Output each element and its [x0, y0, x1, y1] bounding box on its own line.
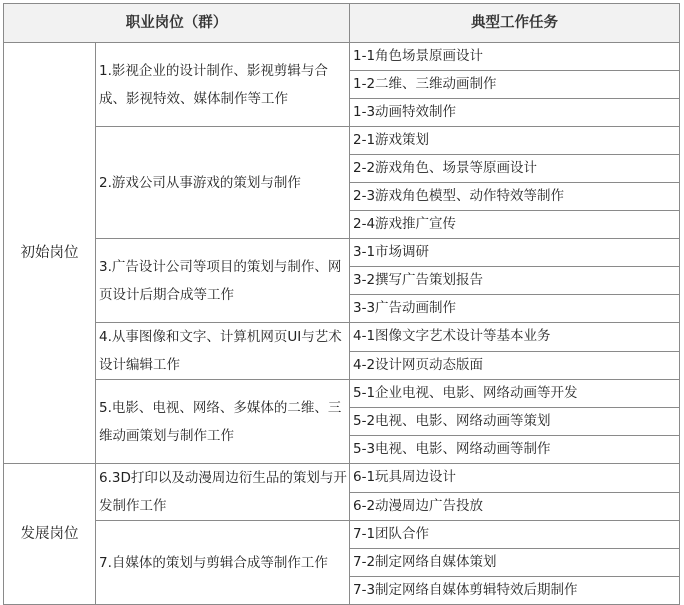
task-cell: 4-2设计网页动态版面: [350, 351, 680, 380]
task-cell: 2-2游戏角色、场景等原画设计: [350, 155, 680, 183]
task-cell: 1-1角色场景原画设计: [350, 43, 680, 71]
job-task-table: [3, 3, 680, 605]
table-row: [4, 464, 680, 493]
task-cell: 6-2动漫周边广告投放: [350, 492, 680, 521]
task-cell: 7-1团队合作: [350, 521, 680, 549]
table-row: [4, 323, 680, 352]
header-row: [4, 4, 680, 43]
task-cell: 3-3广告动画制作: [350, 295, 680, 323]
header-tasks: 典型工作任务: [350, 4, 680, 43]
table-row: [4, 43, 680, 71]
category-initial: 初始岗位: [4, 43, 96, 464]
task-cell: 2-1游戏策划: [350, 127, 680, 155]
task-cell: 4-1图像文字艺术设计等基本业务: [350, 323, 680, 352]
task-cell: 1-3动画特效制作: [350, 99, 680, 127]
task-cell: 5-1企业电视、电影、网络动画等开发: [350, 380, 680, 408]
task-cell: 7-3制定网络自媒体剪辑特效后期制作: [350, 577, 680, 605]
table-row: [4, 521, 680, 549]
position-cell: 5.电影、电视、网络、多媒体的二维、三维动画策划与制作工作: [96, 380, 350, 464]
position-cell: 4.从事图像和文字、计算机网页UI与艺术设计编辑工作: [96, 323, 350, 380]
table-row: [4, 127, 680, 155]
position-cell: 2.游戏公司从事游戏的策划与制作: [96, 127, 350, 239]
position-cell: 7.自媒体的策划与剪辑合成等制作工作: [96, 521, 350, 605]
task-cell: 3-1市场调研: [350, 239, 680, 267]
position-cell: 1.影视企业的设计制作、影视剪辑与合成、影视特效、媒体制作等工作: [96, 43, 350, 127]
position-cell: 6.3D打印以及动漫周边衍生品的策划与开发制作工作: [96, 464, 350, 521]
task-cell: 5-3电视、电影、网络动画等制作: [350, 436, 680, 464]
position-cell: 3.广告设计公司等项目的策划与制作、网页设计后期合成等工作: [96, 239, 350, 323]
task-cell: 7-2制定网络自媒体策划: [350, 549, 680, 577]
header-position: 职业岗位（群）: [4, 4, 350, 43]
task-cell: 5-2电视、电影、网络动画等策划: [350, 408, 680, 436]
task-cell: 1-2二维、三维动画制作: [350, 71, 680, 99]
table-row: [4, 380, 680, 408]
category-development: 发展岗位: [4, 464, 96, 605]
task-cell: 6-1玩具周边设计: [350, 464, 680, 493]
table-row: [4, 239, 680, 267]
task-cell: 2-3游戏角色模型、动作特效等制作: [350, 183, 680, 211]
task-cell: 2-4游戏推广宣传: [350, 211, 680, 239]
task-cell: 3-2撰写广告策划报告: [350, 267, 680, 295]
